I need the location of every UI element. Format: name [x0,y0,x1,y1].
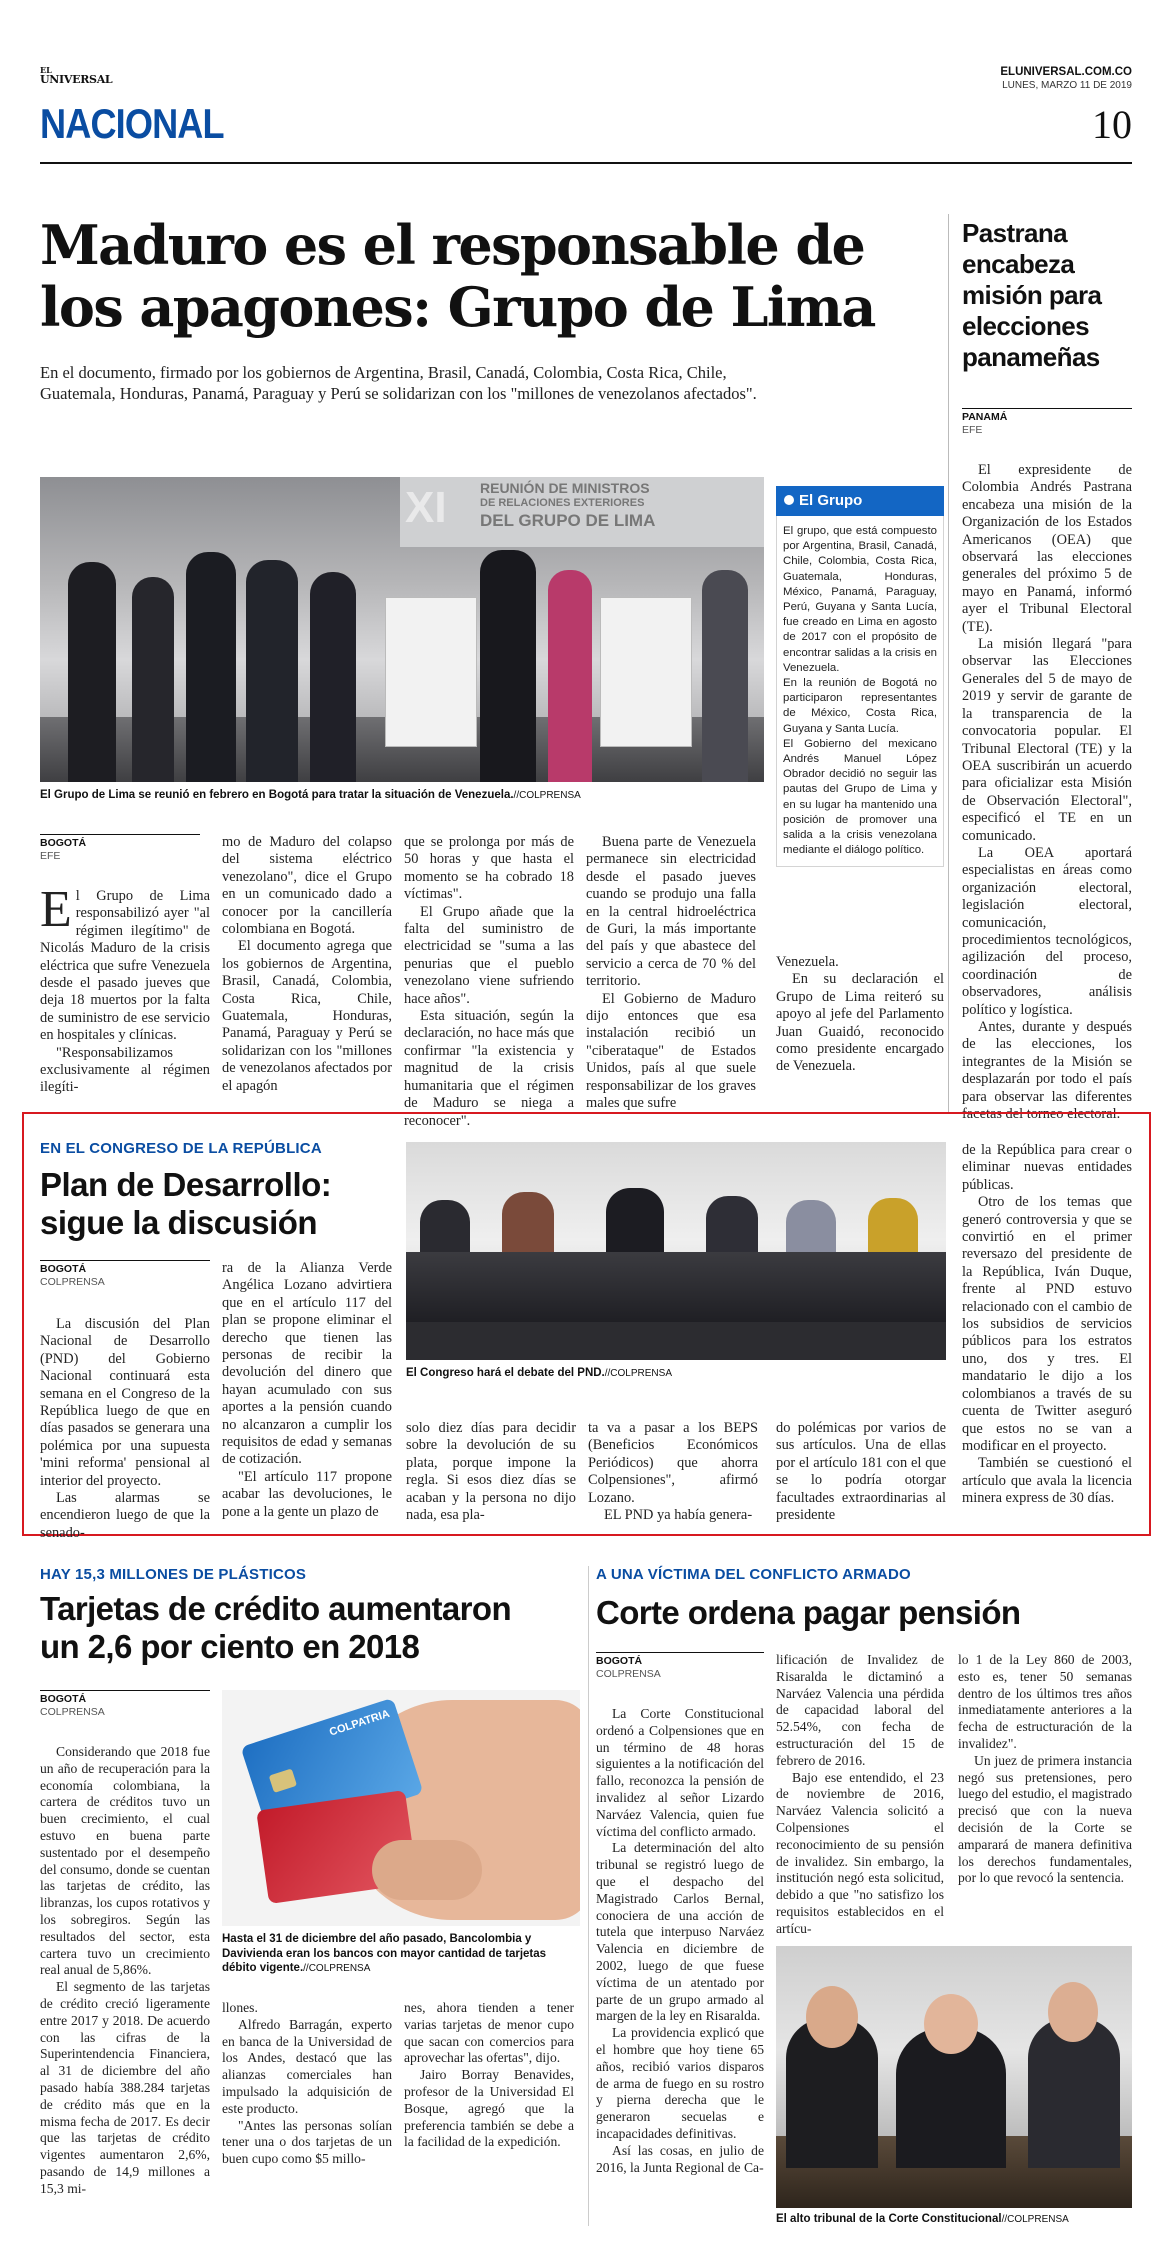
main-caption-credit: //COLPRENSA [513,790,581,801]
pnd-headline-line-1: Plan de Desarrollo: [40,1166,332,1203]
main-headline-line-1: Maduro es el responsable de [40,213,865,277]
pastrana-headline-line-3: misión para [962,280,1102,310]
corte-col1-para-4: Así las cosas, en julio de 2016, la Junta Regional de Ca- [596,2142,764,2175]
main-col3-para-2: El Grupo añade que la falta del suministro de electricidad se "suma a las penurias que el pueblo venezolano viene sufriendo hace años". [404,903,574,1007]
sidebar-body [776,516,944,867]
tarjetas-caption-credit: //COLPRENSA [303,1963,371,1974]
corte-col1-para-2: La determinación del alto tribunal se registró luego de que el despacho del Magistrado Carlos Bernal, conociera de una acción de tutela que interpuso Narváez Valencia en diciembre de 2002, luego de que fuese víctima de un atentado por parte de un grupo armado al margen de la ley en Risaralda. [596,1840,764,2024]
pnd-column-2 [222,1260,392,1521]
tarjetas-col1-para-2: El segmento de las tarjetas de crédito creció ligeramente entre 2017 y 2018. De acuerdo con las cifras de la Superintendencia Financiera, al 31 de diciembre del año pasado había 388.284 tarjetas de crédito más que en la misma fecha de 2017. Es decir que las tarjetas de crédito vigentes aumentaron 2,6%, pasando de 14,9 millones a 15,3 mi- [40,1979,210,2196]
tarjetas-col2-para-1: llones. [222,2000,258,2015]
pnd-headline-line-2: sigue la discusión [40,1204,318,1241]
pnd-dateline-city: BOGOTÁ [40,1263,87,1275]
main-caption-text: El Grupo de Lima se reunió en febrero en Bogotá para tratar la situación de Venezuela. [40,789,514,801]
masthead-rule [40,162,1132,164]
pastrana-headline-line-2: encabeza [962,249,1075,279]
corte-col1-para-3: La providencia explicó que el hombre que hoy tiene 65 años, recibió varios disparos de arma de fuego en su rostro y pierna derecha que le generaron secuelas e incapacidades definitivas. [596,2025,764,2141]
issue-date: LUNES, MARZO 11 DE 2019 [1002,80,1132,91]
pastrana-dateline-agency: EFE [962,424,983,436]
corte-col3-para-2: Un juez de primera instancia negó sus pretensiones, pero luego del estudio, el magistrado precisó que con la nueva decisión de la Corte se amparará de manera definitiva los derechos fundamentales, por lo que revocó la sentencia. [958,1752,1132,1886]
tarjetas-col3-para-1: nes, ahora tienden a tener varias tarjetas de menor cupo que sacan con comercios para aprovechar las ofertas", dijo. [404,2000,574,2066]
main-subhead-line-1: En el documento, firmado por los gobiernos de Argentina, Brasil, Canadá, Colombia, Costa Rica, Chile, [40,363,727,382]
person-4 [246,560,298,782]
pnd-caption-text: El Congreso hará el debate del PND. [406,1367,605,1379]
website: ELUNIVERSAL.COM.CO [1000,66,1132,78]
pastrana-headline-line-1: Pastrana [962,218,1068,248]
card-chip [269,1768,297,1793]
pnd-column-5 [776,1420,946,1524]
sidebar-title: El Grupo [799,492,863,509]
main-col1-para-1 [40,881,210,1045]
pnd-dateline-agency: COLPRENSA [40,1276,105,1288]
main-col2-para-1: mo de Maduro del colapso del sistema eléctrico venezolano", dice el Grupo en un comunicado dado a conocer por la cancillería colombiana en Bogotá. [222,834,392,938]
corte-col1-para-1: La Corte Constitucional ordenó a Colpensiones que en un término de 48 horas siguientes a la notificación del fallo, reconozca la pensión de invalidez al señor Lizardo Narváez Valencia, quien fue víctima del conflicto armado. [596,1706,764,1839]
main-headline [40,214,900,338]
photo-banner-line-1: REUNIÓN DE MINISTROS [480,480,650,496]
corte-headline: Corte ordena pagar pensión [596,1594,1021,1631]
pnd-person-6 [868,1198,918,1252]
pnd-person-1 [420,1200,470,1252]
tarjetas-col1-para-1: Considerando que 2018 fue un año de recuperación para la economía colombiana, la cartera de créditos tuvo un buen crecimiento, el cual estuvo en buena parte sustentado por el desempeño del consumo, donde se cuentan las tarjetas de crédito, las libranzas, los cupos rotativos y los sobregiros. Según las resultados del sector, esta cartera tuvo un crecimiento real anual de 5,86%. [40,1744,210,1978]
tarjetas-headline [40,1590,600,1666]
main-column-4 [586,834,756,1113]
main-col1-para-2: "Responsabilizamos exclusivamente al régimen ilegíti- [40,1044,210,1096]
pnd-col1-para-2: Las alarmas se encendieron luego de que la senado- [40,1490,210,1541]
pnd-col2-para-2: "El artículo 117 propone acabar las devoluciones, le pone a la gente un plazo de [222,1468,392,1520]
main-dateline-city: BOGOTÁ [40,837,87,849]
corte-person-3-face [1048,1982,1098,2042]
podium-left [385,597,477,747]
pnd-col6-para-3: También se cuestionó el artículo que avala la licencia minera express de 30 días. [962,1455,1132,1507]
page-number: 10 [1092,102,1132,147]
pnd-photo-table [406,1252,946,1322]
pastrana-para-2: La misión llegará "para observar las Elecciones Generales del 5 de mayo de 2019 y servir de garante de la transparencia de la convocatoria popular. El Tribunal Electoral (TE) y la OEA suscribirán un acuerdo para oficializar esta Misión de Observación Electoral", especificó el TE en un comunicado. [962,636,1132,844]
tarjetas-dateline-agency: COLPRENSA [40,1706,105,1718]
pnd-col4-para-2: EL PND ya había genera- [604,1507,753,1524]
main-photo [40,477,764,782]
sidebar-para-2: En la reunión de Bogotá no participaron representantes de México, Costa Rica, Guyana y Santa Lucía. [783,677,937,735]
tarjetas-photo [222,1690,580,1926]
corte-col2-para-2: Bajo ese entendido, el 23 de noviembre de 2016, Narváez Valencia solicitó a Colpensiones el reconocimiento de su pensión de invalidez. Sin embargo, la institución negó esta solicitud, debido a que "no satisfizo los requisitos establecidos en el artícu- [776,1769,944,1936]
main-subhead [40,362,940,404]
column-divider [948,214,949,1114]
pnd-column-3 [406,1420,576,1524]
tarjetas-headline-line-2: un 2,6 por ciento en 2018 [40,1628,420,1665]
main-col3-para-1: que se prolonga por más de 50 horas y que hasta el momento se ha cobrado 18 víctimas". [404,834,574,903]
main-column-1 [40,881,210,1097]
person-6 [480,550,536,782]
pnd-col6-para-2: Otro de los temas que generó controversia y que se convirtió en el primer reversazo del presidente de la República, Iván Duque, frente al PND estuvo relacionado con el cambio de los subsidios de servicios públicos para los estratos uno, dos y tres. El mandatario le dijo a los colombianos a través de su cuenta de Twitter aseguró que estos no se van a modificar en el proyecto. [962,1194,1132,1454]
pastrana-headline-line-5: panameñas [962,342,1100,372]
corte-column-3 [958,1652,1132,1887]
pnd-kicker: EN EL CONGRESO DE LA REPÚBLICA [40,1140,322,1157]
pastrana-dateline-city: PANAMÁ [962,411,1008,423]
corte-dateline-agency: COLPRENSA [596,1668,661,1680]
corte-dateline-city: BOGOTÁ [596,1655,643,1667]
logo-line-1: EL [40,65,52,75]
main-col4-para-2: El Gobierno de Maduro dijo entonces que esa instalación recibió un "ciberataque" de Estados Unidos, país al que suele responsabilizar de los graves males que sufre [586,990,756,1112]
pastrana-para-1: El expresidente de Colombia Andrés Pastrana encabeza una misión de la Organización de los Estados Americanos (OEA) que observará las elecciones generales del próximo 5 de mayo en Panamá, informó ayer el Tribunal Electoral (TE). [962,462,1132,635]
pnd-dateline [40,1260,210,1289]
main-column-5 [776,954,944,1076]
pnd-person-5 [786,1200,836,1252]
main-col2-para-2: El documento agrega que los gobiernos de Argentina, Brasil, Canadá, Colombia, Costa Rica, Chile, Guatemala, Honduras, Panamá, Paraguay y Perú se solidarizan con los "millones de venezolanos afectados por el apagón [222,938,392,1094]
sidebar-el-grupo [776,486,944,926]
tarjetas-kicker: HAY 15,3 MILLONES DE PLÁSTICOS [40,1566,307,1583]
photo-banner-text [480,481,655,531]
newspaper-logo [40,66,112,84]
tarjetas-column-1 [40,1744,210,2198]
logo-line-2: UNIVERSAL [40,73,113,86]
pnd-col5-para-1: do polémicas por varios de sus artículos. Una de ellas por el artículo 181 con el que se lo podría otorgar facultades extraordinarias al presidente [776,1420,946,1524]
corte-person-2-face [924,1994,978,2054]
podium-right [600,597,692,747]
pnd-caption-credit: //COLPRENSA [604,1368,672,1379]
person-1 [68,562,116,782]
pastrana-body [962,462,1132,1123]
main-headline-line-2: los apagones: Grupo de Lima [40,275,875,339]
sidebar-para-1: El grupo, que está compuesto por Argentina, Brasil, Canadá, Chile, Colombia, Costa Rica, Guatemala, Honduras, México, Panamá, Paraguay, Perú, Guyana y Santa Lucía, fue creado en Lima en agosto de 2017 con el propósito de encontrar salidas a la crisis en Venezuela. [783,525,937,674]
sidebar-para-3: El Gobierno del mexicano Andrés Manuel López Obrador decidió no seguir las pautas del Grupo de Lima y en su lugar ha mantenido una posición de promover una salida a la crisis venezolana mediante el diálogo político. [783,737,937,857]
corte-column-1 [596,1706,764,2176]
tarjetas-caption-text: Hasta el 31 de diciembre del año pasado, Bancolombia y Davivienda eran los bancos con mayor cantidad de tarjetas débito vigente. [222,1933,547,1974]
main-col3-para-3: Esta situación, según la declaración, no hace más que confirmar "la existencia y magnitud de la crisis humanitaria que el régimen de Maduro se niega a reconocer". [404,1008,574,1129]
main-col4-para-1: Buena parte de Venezuela permanece sin electricidad desde el pasado jueves cuando se produjo una falla en la central hidroeléctrica de Guri, la más importante del país y que abastece del servicio a cerca de 70 % del territorio. [586,834,756,990]
pnd-photo [406,1142,946,1360]
tarjetas-photo-caption [222,1932,580,1977]
pnd-person-3 [606,1188,664,1252]
person-7 [548,570,592,782]
lower-divider [588,1566,589,2226]
corte-kicker: A UNA VÍCTIMA DEL CONFLICTO ARMADO [596,1566,911,1583]
main-dateline-agency: EFE [40,850,61,862]
main-col1-para-1-text: l Grupo de Lima responsabilizó ayer "al régimen ilegítimo" de Nicolás Maduro de la crisis eléctrica que sufre Venezuela desde el pasado jueves que deja 18 muertos por la falta de suministro de ese servicio en hospitales y clínicas. [40,888,210,1044]
corte-person-1-face [806,1986,858,2048]
corte-col2-para-1: lificación de Invalidez de Risaralda le dictaminó a Narváez Valencia una pérdida de capacidad laboral del 52.54%, con fecha de estructuración del 15 de febrero de 2016. [776,1652,944,1768]
tarjetas-column-3 [404,2000,574,2151]
main-column-3 [404,834,574,1130]
sidebar-header [776,486,944,516]
pnd-col6-para-1: de la República para crear o eliminar nuevas entidades públicas. [962,1142,1132,1193]
main-subhead-line-2: Guatemala, Honduras, Panamá, Paraguay y Perú se solidarizan con los "millones de venezolanos afectados". [40,384,757,403]
person-3 [186,552,236,782]
pastrana-dateline [962,408,1132,437]
pnd-person-4 [706,1196,758,1252]
tarjetas-headline-line-1: Tarjetas de crédito aumentaron [40,1590,512,1627]
main-dropcap: E [40,881,72,938]
photo-banner-line-2: DE RELACIONES EXTERIORES [480,497,645,509]
pnd-person-2 [502,1192,554,1252]
corte-column-2 [776,1652,944,1938]
masthead [40,66,1132,166]
corte-dateline [596,1652,764,1681]
pnd-column-4 [588,1420,758,1524]
corte-photo-caption [776,2212,1132,2228]
main-col5-para-1: Venezuela. [776,954,839,970]
photo-banner-numeral: XI [405,483,447,532]
tarjetas-col2-para-3: "Antes las personas solían tener una o dos tarjetas de un buen cupo como $5 millo- [222,2117,392,2167]
tarjetas-dateline [40,1690,210,1719]
person-8 [702,570,748,782]
main-col5-para-2: En su declaración el Grupo de Lima reiteró su apoyo al jefe del Parlamento Juan Guaidó, reconocido como presidente encargado de Venezuela. [776,971,944,1075]
card-brand-label: COLPATRIA [328,1707,392,1739]
section-title: NACIONAL [40,100,224,147]
corte-caption-credit: //COLPRENSA [1001,2214,1069,2225]
main-column-2 [222,834,392,1095]
pnd-col1-para-1: La discusión del Plan Nacional de Desarrollo (PND) del Gobierno Nacional continuará esta semana en el Congreso de la República luego de que en días pasados se generara una polémica por una supuesta 'mini reforma' pensional al interior del proyecto. [40,1316,210,1489]
tarjetas-column-2 [222,2000,392,2168]
thumb-shape [372,1840,482,1900]
corte-col3-para-1: lo 1 de la Ley 860 de 2003, esto es, tener 50 semanas dentro de los últimos tres años inmediatamente anteriores a la fecha de estructuración de la invalidez". [958,1652,1132,1751]
pastrana-para-3: La OEA aportará especialistas en áreas como organización electoral, legislación electoral, comunicación, procedimientos tecnológicos, agilización del proceso, coordinación de observadores, análisis político y logística. [962,844,1132,1018]
corte-caption-text: El alto tribunal de la Corte Constitucional [776,2213,1002,2225]
pnd-col4-para-1: ta va a pasar a los BEPS (Beneficios Económicos Periódicos) que ahorra Colpensiones", afirmó Lozano. [588,1420,758,1506]
photo-banner-line-3: DEL GRUPO DE LIMA [480,511,656,530]
pnd-col3-para-1: solo diez días para decidir sobre la devolución de su plata, porque impone la regla. Si esos diez días se acaban y la persona no dijo nada, esa pla- [406,1420,576,1524]
tarjetas-dateline-city: BOGOTÁ [40,1693,87,1705]
pnd-col2-para-1: ra de la Alianza Verde Angélica Lozano advirtiera que en el artículo 117 del plan se propone eliminar el derecho que tienen las personas de recibir la devolución del dinero que hayan acumulado con sus aportes a la pensión cuando no alcanzaron a cumplir los requisitos de edad y semanas de cotización. [222,1260,392,1468]
pastrana-headline [962,218,1137,373]
tarjetas-col2-para-2: Alfredo Barragán, experto en banca de la Universidad de los Andes, destacó que las alianzas comerciales han impulsado la adquisición de este producto. [222,2016,392,2116]
main-dateline [40,834,200,863]
sidebar-bullet-icon [784,495,794,505]
person-5 [310,572,356,782]
person-2 [132,577,174,782]
pastrana-para-4: Antes, durante y después de las elecciones, los integrantes de la Misión se desplazarán por todo el país para observar las diferentes facetas del torneo electoral. [962,1019,1132,1123]
pnd-photo-floor [406,1322,946,1360]
pnd-column-6 [962,1142,1132,1508]
pastrana-headline-line-4: elecciones [962,311,1089,341]
pnd-column-1 [40,1316,210,1542]
main-photo-caption [40,788,764,804]
corte-photo [776,1946,1132,2208]
pnd-headline [40,1166,420,1242]
tarjetas-col3-para-2: Jairo Borray Benavides, profesor de la Universidad El Bosque, agregó que la preferencia también se debe a la facilidad de la expedición. [404,2067,574,2150]
pnd-photo-caption [406,1366,946,1382]
